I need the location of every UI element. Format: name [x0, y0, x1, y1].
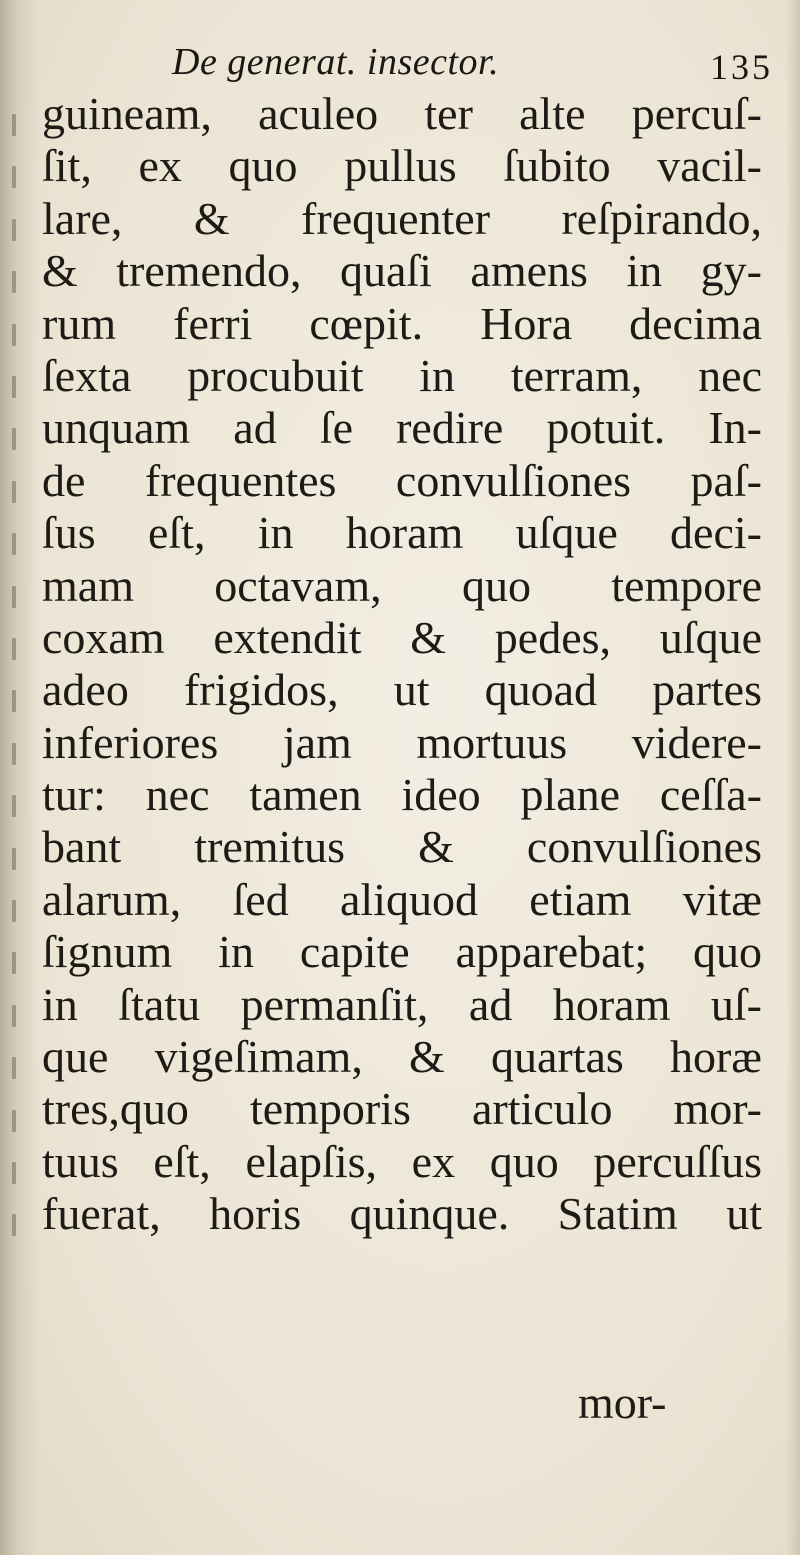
- text-line: rum ferri cœpit. Hora decima: [42, 297, 762, 349]
- text-line: mam octavam, quo tempore: [42, 559, 762, 611]
- gutter-mark: [12, 1162, 16, 1184]
- gutter-mark: [12, 271, 16, 293]
- gutter-mark: [12, 638, 16, 660]
- gutter-mark: [12, 219, 16, 241]
- gutter-mark: [12, 114, 16, 136]
- text-line: ſus eſt, in horam uſque deci-: [42, 507, 762, 559]
- gutter-mark: [12, 900, 16, 922]
- gutter-mark: [12, 1110, 16, 1132]
- text-line: lare, & frequenter reſpirando,: [42, 192, 762, 244]
- text-line: inferiores jam mortuus videre-: [42, 716, 762, 768]
- gutter-mark: [12, 481, 16, 503]
- page-number: 135: [710, 47, 773, 87]
- text-line: coxam extendit & pedes, uſque: [42, 611, 762, 663]
- text-line: ſexta procubuit in terram, nec: [42, 349, 762, 401]
- body-text: [42, 88, 762, 1241]
- text-line: unquam ad ſe redire potuit. In-: [42, 402, 762, 454]
- gutter-mark: [12, 533, 16, 555]
- gutter-mark: [12, 848, 16, 870]
- gutter-marks: [12, 100, 24, 1360]
- gutter-mark: [12, 166, 16, 188]
- catchword: mor-: [578, 1377, 667, 1428]
- gutter-mark: [12, 795, 16, 817]
- gutter-mark: [12, 1005, 16, 1027]
- text-line: tuus eſt, elapſis, ex quo percuſſus: [42, 1135, 762, 1187]
- gutter-mark: [12, 690, 16, 712]
- text-line: que vigeſimam, & quartas horæ: [42, 1031, 762, 1083]
- text-line: tres,quo temporis articulo mor-: [42, 1083, 762, 1135]
- running-title: De generat. insector.: [172, 41, 500, 83]
- text-line: guineam, aculeo ter alte percuſ-: [42, 88, 762, 139]
- text-line: alarum, ſed aliquod etiam vitæ: [42, 873, 762, 925]
- page-edge-shadow: [786, 0, 800, 1555]
- text-line: & tremendo, quaſi amens in gy-: [42, 245, 762, 297]
- text-line: bant tremitus & convulſiones: [42, 821, 762, 873]
- gutter-mark: [12, 586, 16, 608]
- gutter-mark: [12, 743, 16, 765]
- text-line: adeo frigidos, ut quoad partes: [42, 664, 762, 716]
- text-line: fuerat, horis quinque. Statim ut: [42, 1188, 762, 1240]
- text-line: de frequentes convulſiones paſ-: [42, 454, 762, 506]
- gutter-mark: [12, 1214, 16, 1236]
- gutter-mark: [12, 428, 16, 450]
- gutter-mark: [12, 1057, 16, 1079]
- gutter-mark: [12, 376, 16, 398]
- text-line: in ſtatu permanſit, ad horam uſ-: [42, 978, 762, 1030]
- text-line: ſit, ex quo pullus ſubito vacil-: [42, 140, 762, 192]
- gutter-mark: [12, 952, 16, 974]
- text-line: tur: nec tamen ideo plane ceſſa-: [42, 769, 762, 821]
- text-line: ſignum in capite apparebat; quo: [42, 926, 762, 978]
- gutter-mark: [12, 324, 16, 346]
